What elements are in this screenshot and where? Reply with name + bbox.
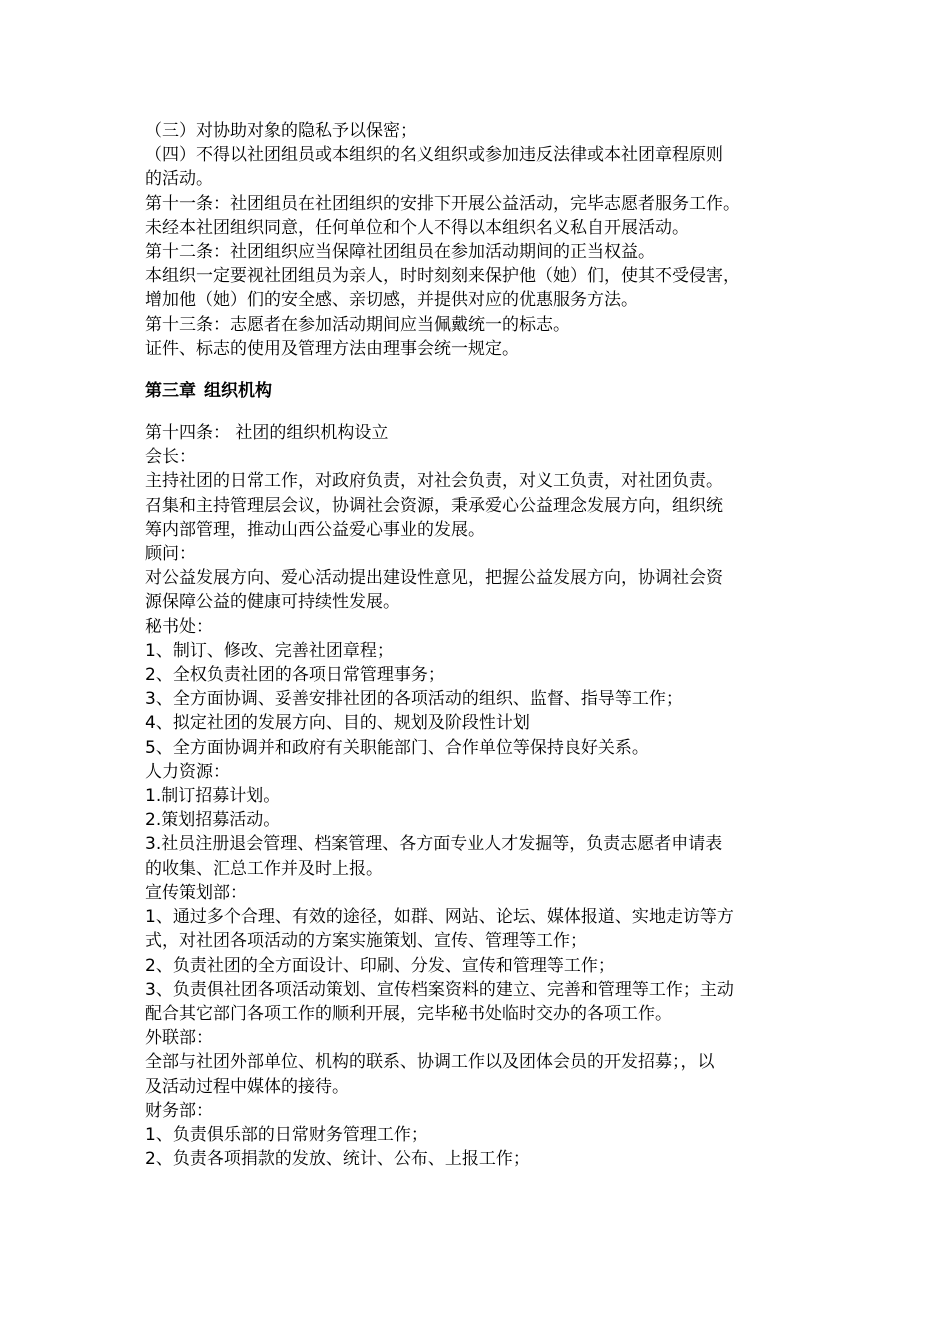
document-page [145,119,810,1171]
text-line: 4、拟定社团的发展方向、目的、规划及阶段性计划 [145,713,530,734]
text-line: 全部与社团外部单位、机构的联系、协调工作以及团体会员的开发招募；，以 [145,1052,715,1073]
text-line: 2、全权负责社团的各项日常管理事务； [145,665,445,686]
text-line: 第十一条：社团组员在社团组织的安排下开展公益活动，完毕志愿者服务工作。 [145,193,740,214]
text-line: 秘书处： [145,616,213,637]
text-line: 主持社团的日常工作，对政府负责，对社会负责，对义工负责，对社团负责。 [145,471,723,492]
text-line: 及活动过程中媒体的接待。 [145,1076,349,1097]
text-line: 本组织一定要视社团组员为亲人，时时刻刻来保护他（她）们，使其不受侵害， [145,266,740,287]
text-line: 5、全方面协调并和政府有关职能部门、合作单位等保持良好关系。 [145,737,649,758]
chapter-title: 组织机构 [204,381,272,402]
text-line: 人力资源： [145,761,230,782]
text-line: 的收集、汇总工作并及时上报。 [145,858,383,879]
text-line: （三）对协助对象的隐私予以保密； [145,121,417,141]
text-line: 财务部： [145,1100,213,1121]
chapter-number: 第三章 [145,381,196,402]
text-line: 增加他（她）们的安全感、亲切感，并提供对应的优惠服务方法。 [145,290,638,311]
text-line: 对公益发展方向、爱心活动提出建设性意见，把握公益发展方向，协调社会资 [145,568,723,589]
text-line: 筹内部管理，推动山西公益爱心事业的发展。 [145,519,485,540]
text-line: 外联部： [145,1028,213,1049]
text-line: 3、负责俱社团各项活动策划、宣传档案资料的建立、完善和管理等工作；主动 [145,979,734,1000]
text-line: 2、负责各项捐款的发放、统计、公布、上报工作； [145,1149,530,1170]
text-line: （四）不得以社团组员或本组织的名义组织或参加违反法律或本社团章程原则 [145,145,723,166]
text-line: 配合其它部门各项工作的顺利开展，完毕秘书处临时交办的各项工作。 [145,1003,672,1024]
text-line: 1.制订招募计划。 [145,786,281,807]
article-block-2 [145,421,810,1171]
text-line: 第十三条：志愿者在参加活动期间应当佩戴统一的标志。 [145,314,570,335]
text-line: 第十四条： 社团的组织机构设立 [145,423,389,444]
text-line: 3、全方面协调、妥善安排社团的各项活动的组织、监督、指导等工作； [145,689,683,710]
text-line: 2、负责社团的全方面设计、印刷、分发、宣传和管理等工作； [145,955,615,976]
text-line: 1、制订、修改、完善社团章程； [145,640,394,661]
text-line: 源保障公益的健康可持续性发展。 [145,592,400,613]
text-line: 的活动。 [145,169,213,190]
text-line: 未经本社团组织同意，任何单位和个人不得以本组织名义私自开展活动。 [145,217,689,238]
text-line: 1、负责俱乐部的日常财务管理工作； [145,1124,428,1145]
text-line: 1、通过多个合理、有效的途径，如群、网站、论坛、媒体报道、实地走访等方 [145,907,734,928]
text-line: 证件、标志的使用及管理方法由理事会统一规定。 [145,338,519,359]
text-line: 3.社员注册退会管理、档案管理、各方面专业人才发掘等，负责志愿者申请表 [145,834,723,855]
chapter-heading [145,379,810,403]
text-line: 第十二条：社团组织应当保障社团组员在参加活动期间的正当权益。 [145,242,655,263]
article-block-1 [145,119,810,361]
text-line: 会长： [145,447,196,468]
text-line: 2.策划招募活动。 [145,810,281,831]
text-line: 顾问： [145,544,196,565]
text-line: 召集和主持管理层会议，协调社会资源，秉承爱心公益理念发展方向，组织统 [145,495,723,516]
text-line: 宣传策划部： [145,882,247,903]
text-line: 式，对社团各项活动的方案实施策划、宣传、管理等工作； [145,931,587,952]
